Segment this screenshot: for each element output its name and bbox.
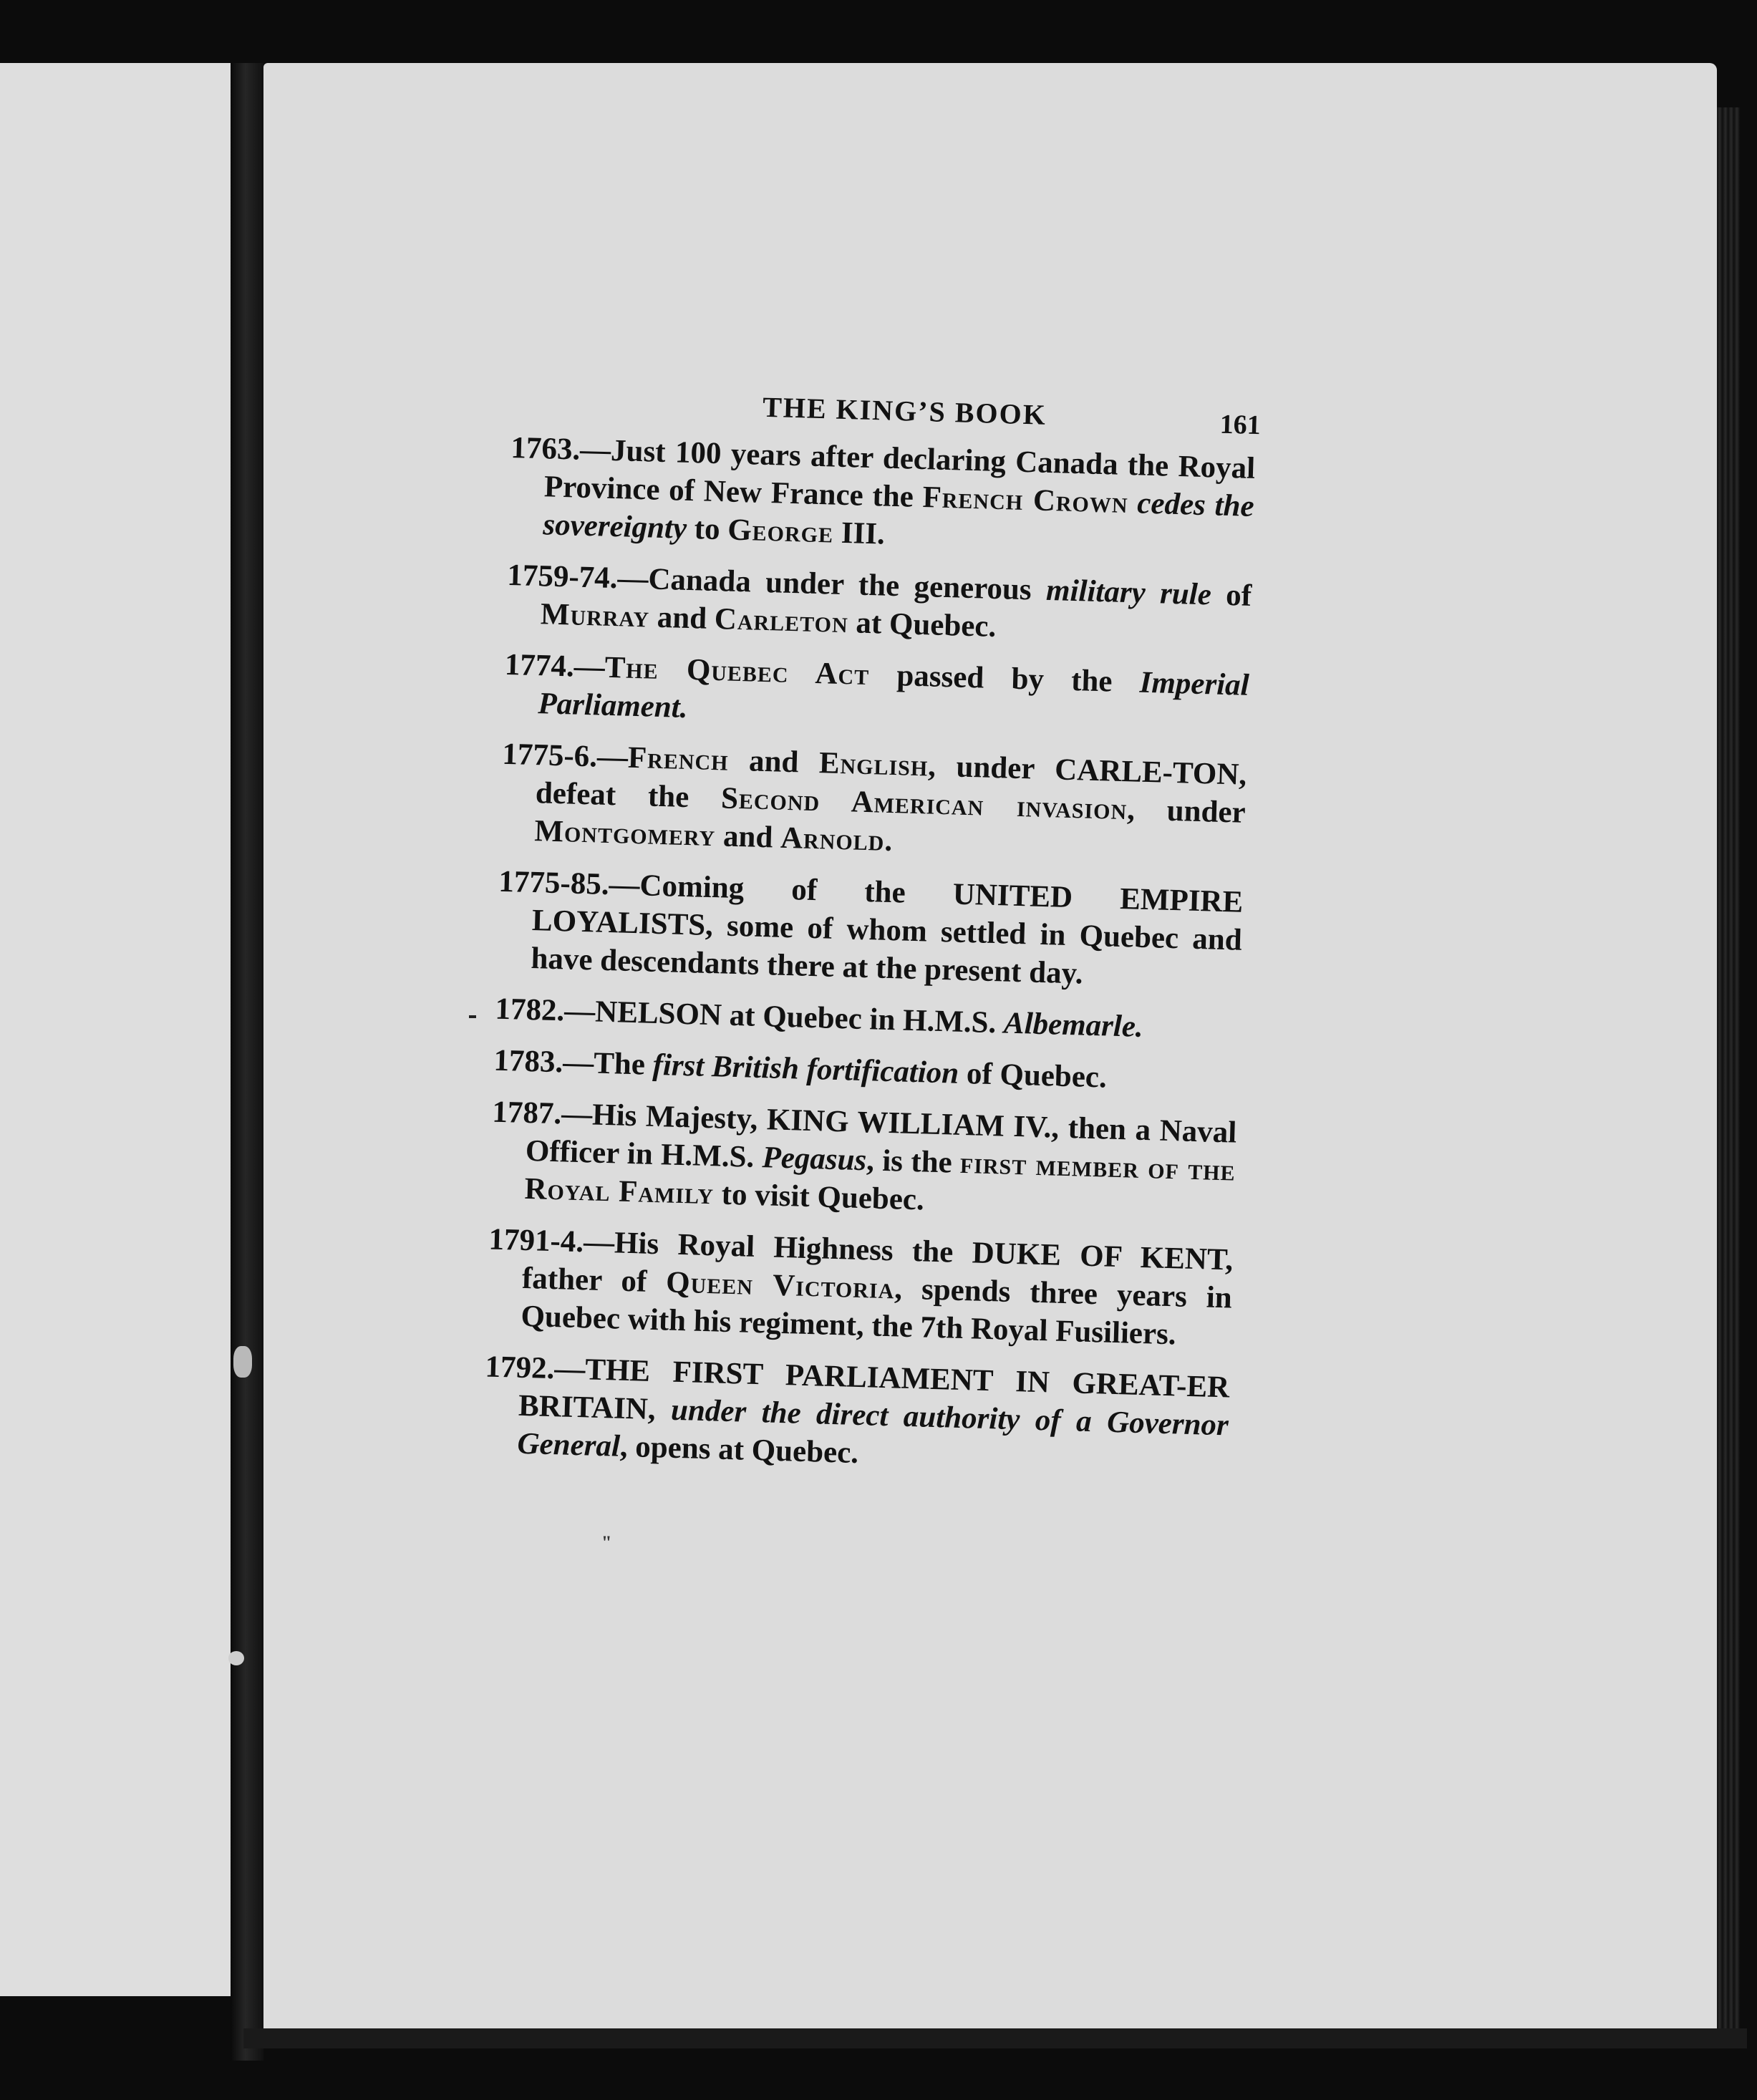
- entry-text-run: Second American invasion: [720, 781, 1128, 827]
- entry-text-run: III.: [833, 516, 886, 551]
- entry-text-run: 1759-74.—Canada under the generous: [506, 558, 1047, 607]
- entry-text-run: English: [818, 746, 929, 783]
- entry-text-run: 1783.—The: [493, 1043, 654, 1082]
- entry-text-run: The Quebec Act: [604, 650, 870, 692]
- entry-text-run: Murray: [540, 597, 650, 634]
- stray-mark: ": [601, 1532, 612, 1553]
- entry-1759-74: [505, 556, 1252, 653]
- entry-text-run: Arnold: [780, 821, 886, 858]
- entry-1763: [508, 429, 1256, 563]
- entry-text-run: 1792.—THE FIRST PARLIAMENT IN GREAT-ER BRITAIN,: [484, 1350, 1230, 1427]
- entry-text-run: 1775-85.—Coming of the UNITED EMPIRE LOYALISTS, some of whom settled in Quebec and have descendants there at the present day.: [498, 864, 1244, 991]
- entry-text-run: George: [727, 513, 834, 550]
- entry-text-run: passed by the: [868, 658, 1141, 700]
- entry-1792: [483, 1347, 1230, 1482]
- scan-blemish: [233, 1346, 252, 1378]
- margin-mark: [469, 1015, 476, 1018]
- entry-text-run: under the direct authority of a Governor General: [516, 1393, 1229, 1463]
- scan-blemish: [228, 1651, 244, 1665]
- entry-text-run: Pegasus: [761, 1141, 867, 1178]
- entry-text-run: 1787.—His Majesty, KING WILLIAM IV., then a Naval Officer in H.M.S.: [491, 1095, 1237, 1175]
- entry-text-run: Albemarle.: [1003, 1006, 1144, 1044]
- entry-text-run: and: [715, 819, 781, 855]
- entry-1774: [503, 646, 1250, 742]
- entry-text-run: , opens at Quebec.: [619, 1429, 859, 1471]
- entry-text-run: first member of the Royal Family: [523, 1146, 1236, 1211]
- entry-text-run: , is the: [866, 1143, 961, 1180]
- entry-text-run: of: [1211, 578, 1252, 613]
- page-text: [482, 383, 1262, 1496]
- facing-page: [0, 63, 231, 1996]
- chronology-list: [483, 429, 1256, 1482]
- entry-text-run: , spends three years in Quebec with his regiment, the 7th Royal Fusiliers.: [520, 1272, 1233, 1352]
- page-edge: [1717, 107, 1740, 2033]
- entry-1775-6: [500, 735, 1247, 870]
- running-head-title: THE KING’S BOOK: [762, 390, 1047, 431]
- entry-text-run: and: [649, 600, 715, 636]
- entry-text-run: French: [627, 740, 730, 778]
- entry-text-run: and: [727, 743, 820, 780]
- entry-text-run: 1791-4.—His Royal Highness the DUKE OF KENT, father of: [488, 1222, 1234, 1300]
- entry-text-run: at Quebec.: [848, 606, 997, 644]
- entry-text-run: 1782.—NELSON at Quebec in H.M.S.: [494, 992, 1005, 1040]
- entry-text-run: first British fortification: [652, 1047, 959, 1090]
- entry-text-run: French Crown: [921, 480, 1129, 521]
- entry-text-run: 1775-6.—: [501, 737, 629, 775]
- entry-1787: [490, 1093, 1237, 1228]
- entry-text-run: military rule: [1045, 573, 1212, 612]
- entry-text-run: Queen Victoria: [665, 1265, 896, 1306]
- page-bottom-edge: [243, 2028, 1747, 2048]
- entry-text-run: to: [686, 511, 729, 547]
- entry-text-run: Carleton: [714, 602, 849, 640]
- entry-text-run: , under: [1126, 793, 1247, 830]
- entry-1791-4: [486, 1221, 1234, 1355]
- page-number: 161: [1219, 409, 1262, 441]
- entry-text-run: cedes the sovereignty: [542, 486, 1255, 546]
- entry-text-run: , under CARLE-TON, defeat the: [535, 749, 1247, 816]
- entry-text-run: to visit Quebec.: [713, 1177, 925, 1217]
- book-binding: [231, 63, 263, 2061]
- entry-1775-85: [496, 863, 1244, 997]
- entry-1782: [495, 990, 1240, 1049]
- entry-text-run: Montgomery: [533, 814, 716, 853]
- entry-text-run: of Quebec.: [958, 1056, 1108, 1095]
- entry-1783: [493, 1042, 1239, 1100]
- entry-text-run: .: [884, 823, 893, 858]
- entry-text-run: Imperial Parliament.: [537, 665, 1250, 725]
- entry-text-run: 1763.—Just 100 years after declaring Canada the Royal Province of New France the: [510, 430, 1256, 515]
- entry-text-run: 1774.—: [504, 647, 606, 684]
